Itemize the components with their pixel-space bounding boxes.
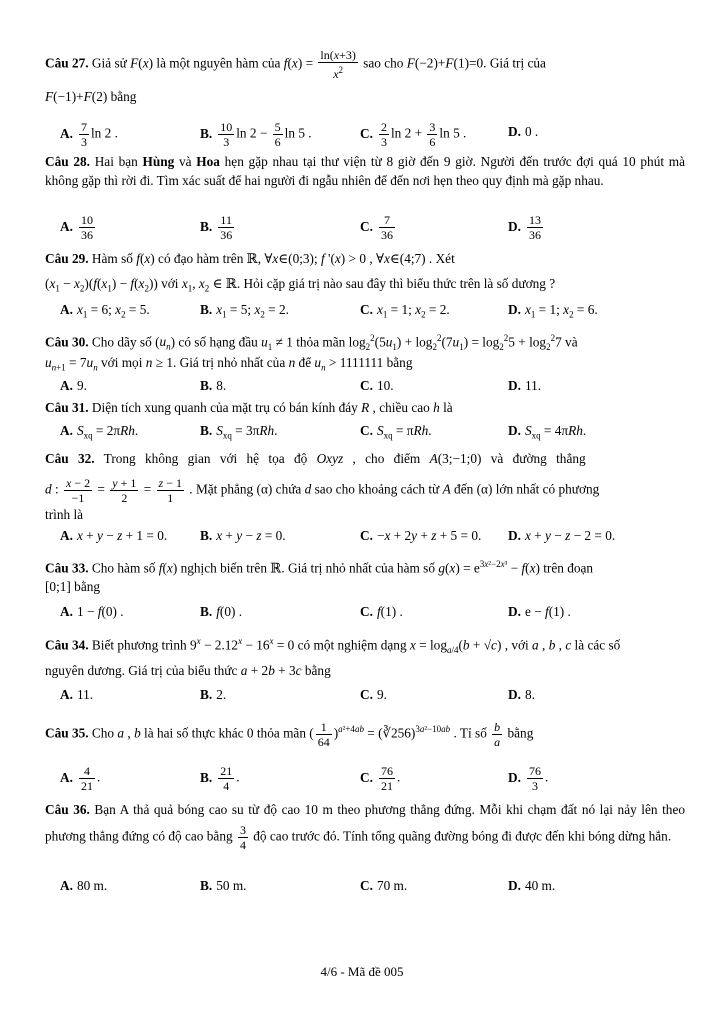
option-d[interactable]: D. $\frac{13}{36}$ xyxy=(508,213,541,242)
question-35: Câu 35. Cho a , b là hai số thực khác 0 thỏa mãn ( $\frac{1}{64}$ )$^{a^2+4ab}$ = (∛256)$^{3a^2-10ab}$ . Tỉ số $\frac{b}{a}$ bằng xyxy=(45,719,534,749)
option-b[interactable]: B. $\frac{10}{3}$ ln 2 − $\frac{5}{6}$ ln 5 . xyxy=(200,120,312,149)
option-b[interactable]: B. $x_1 = 5$; $x_2 = 2$. xyxy=(200,302,289,320)
question-32-line2: d : $\frac{x - 2}{-1}$ = $\frac{y + 1}{2}$ = $\frac{z - 1}{1}$ . Mặt phẳng (α) chứa d sao cho khoảng cách từ A đến (α) lớn nhất có phương xyxy=(45,476,600,505)
option-a[interactable]: A. 80 m. xyxy=(60,878,108,893)
option-a[interactable]: A. 1 − f(0) . xyxy=(60,604,124,619)
question-36: Câu 36. Bạn A thả quả bóng cao su từ độ cao 10 m theo phương thẳng đứng. Mỗi khi chạm đất nó lại nảy lên theo phương thẳng đứng có độ cao bằng $\frac{3}{4}$ độ cao trước đó. Tính tổng quãng đường bóng đi được đến khi bóng dừng hẳn. xyxy=(45,802,686,852)
option-b[interactable]: B. 50 m. xyxy=(200,878,247,893)
option-d[interactable]: D. 11. xyxy=(508,378,542,393)
option-a[interactable]: A. x + y − z + 1 = 0. xyxy=(60,528,168,543)
option-c[interactable]: C. $x_1 = 1$; $x_2 = 2$. xyxy=(360,302,450,320)
option-a[interactable]: A. 11. xyxy=(60,687,94,702)
option-c[interactable]: C. $\frac{7}{36}$ xyxy=(360,213,393,242)
option-c[interactable]: C. $\frac{76}{21}$ . xyxy=(360,764,401,793)
question-28: Câu 28. Hai bạn Hùng và Hoa hẹn gặp nhau tại thư viện từ 8 giờ đến 9 giờ. Người đến trước đợi quá 10 phút mà không gặp thì rời đi. Tìm xác suất để hai người đi ngẫu nhiên để đến nơi hẹn theo quy định mà gặp nhau. xyxy=(45,154,685,188)
question-36-options xyxy=(60,874,680,898)
question-31: Câu 31. Diện tích xung quanh của mặt trụ có bán kính đáy R , chiều cao h là xyxy=(45,400,453,415)
question-31-options xyxy=(60,419,680,443)
option-a[interactable]: A. $\frac{4}{21}$ . xyxy=(60,764,101,793)
option-d[interactable]: D. 0 . xyxy=(508,124,539,139)
question-34: Câu 34. Biết phương trình $9^x - 2.12^x - 16^x = 0$ có một nghiệm dạng $x = \log_{a/4}(b + √c)$ , với a , b , c là các số xyxy=(45,636,621,656)
option-d[interactable]: D. e − f(1) . xyxy=(508,604,571,619)
option-d[interactable]: D. $\frac{76}{3}$ . xyxy=(508,764,549,793)
option-c[interactable]: C. $\frac{2}{3}$ ln 2 + $\frac{3}{6}$ ln 5 . xyxy=(360,120,467,149)
option-d[interactable]: D. 40 m. xyxy=(508,878,556,893)
option-b[interactable]: B. x + y − z = 0. xyxy=(200,528,286,543)
option-b[interactable]: B. $\frac{11}{36}$ xyxy=(200,213,233,242)
option-d[interactable]: D. x + y − z − 2 = 0. xyxy=(508,528,616,543)
question-27-options xyxy=(60,120,680,149)
option-b[interactable]: B. f(0) . xyxy=(200,604,243,619)
page-footer: 4/6 - Mã đề 005 xyxy=(320,964,404,979)
option-c[interactable]: C. $S_{xq} = \pi Rh$. xyxy=(360,423,432,441)
question-28-options xyxy=(60,213,680,242)
question-34-options xyxy=(60,683,680,707)
option-c[interactable]: C. 10. xyxy=(360,378,394,393)
question-27-line2: F(−1)+F(2) bằng xyxy=(45,89,137,104)
question-29: Câu 29. Hàm số f(x) có đạo hàm trên ℝ, ∀x∈(0;3); f '(x) > 0 , ∀x∈(4;7) . Xét xyxy=(45,251,455,266)
question-30-options xyxy=(60,374,680,398)
option-d[interactable]: D. 8. xyxy=(508,687,535,702)
option-a[interactable]: A. 9. xyxy=(60,378,87,393)
question-number: Câu 27. xyxy=(45,55,89,71)
question-33: Câu 33. Cho hàm số f(x) nghịch biến trên ℝ. Giá trị nhỏ nhất của hàm số $g(x) = e^{3x^2-2x^3} - f(x)$ trên đoạn xyxy=(45,559,594,576)
option-b[interactable]: B. 2. xyxy=(200,687,227,702)
option-b[interactable]: B. $S_{xq} = 3\pi Rh$. xyxy=(200,423,278,441)
option-b[interactable]: B. 8. xyxy=(200,378,227,393)
option-a[interactable]: A. $\frac{7}{3}$ ln 2 . xyxy=(60,120,118,149)
option-c[interactable]: C. f(1) . xyxy=(360,604,403,619)
question-29-options xyxy=(60,298,680,322)
question-32-options xyxy=(60,524,680,548)
option-c[interactable]: C. 70 m. xyxy=(360,878,408,893)
option-a[interactable]: A. $S_{xq} = 2\pi Rh$. xyxy=(60,423,139,441)
option-d[interactable]: D. $S_{xq} = 4\pi Rh$. xyxy=(508,423,587,441)
option-d[interactable]: D. $x_1 = 1$; $x_2 = 6$. xyxy=(508,302,598,320)
question-30: Câu 30. Cho dãy số $(u_n)$ có số hạng đầu $u_1 \ne 1$ thỏa mãn $\log_2^2(5u_1) + \log_2^2(7u_1) = \log_2^25 + \log_2^27$ và xyxy=(45,333,578,353)
question-29-line2: $(x_1 - x_2)(f(x_1) - f(x_2))$ với $x_1$, $x_2$ ∈ ℝ. Hỏi cặp giá trị nào sau đây thì biểu thức trên là số dương ? xyxy=(45,276,556,294)
question-27: Câu 27. Giả sử F(x) là một nguyên hàm của f(x) = $\frac{\ln(x+3)}{x^2}$ sao cho F(−2)+F(1)=0. Giá trị của xyxy=(45,48,546,81)
question-32: Câu 32. Trong không gian với hệ tọa độ Oxyz , cho điểm A(3;−1;0) và đường thẳng xyxy=(45,451,586,466)
option-b[interactable]: B. $\frac{21}{4}$ . xyxy=(200,764,240,793)
option-c[interactable]: C. 9. xyxy=(360,687,387,702)
option-a[interactable]: A. $x_1 = 6$; $x_2 = 5$. xyxy=(60,302,150,320)
question-30-line2: $u_{n+1} = 7u_n$ với mọi n ≥ 1. Giá trị nhỏ nhất của n để $u_n > 1111111$ bằng xyxy=(45,355,413,373)
question-33-options xyxy=(60,600,680,624)
question-35-options xyxy=(60,764,680,793)
question-33-line2: [0;1] bằng xyxy=(45,579,101,594)
option-c[interactable]: C. −x + 2y + z + 5 = 0. xyxy=(360,528,482,543)
question-34-line2: nguyên dương. Giá trị của biểu thức a + 2b + 3c bằng xyxy=(45,663,331,678)
question-32-line3: trình là xyxy=(45,507,84,522)
option-a[interactable]: A. $\frac{10}{36}$ xyxy=(60,213,93,242)
